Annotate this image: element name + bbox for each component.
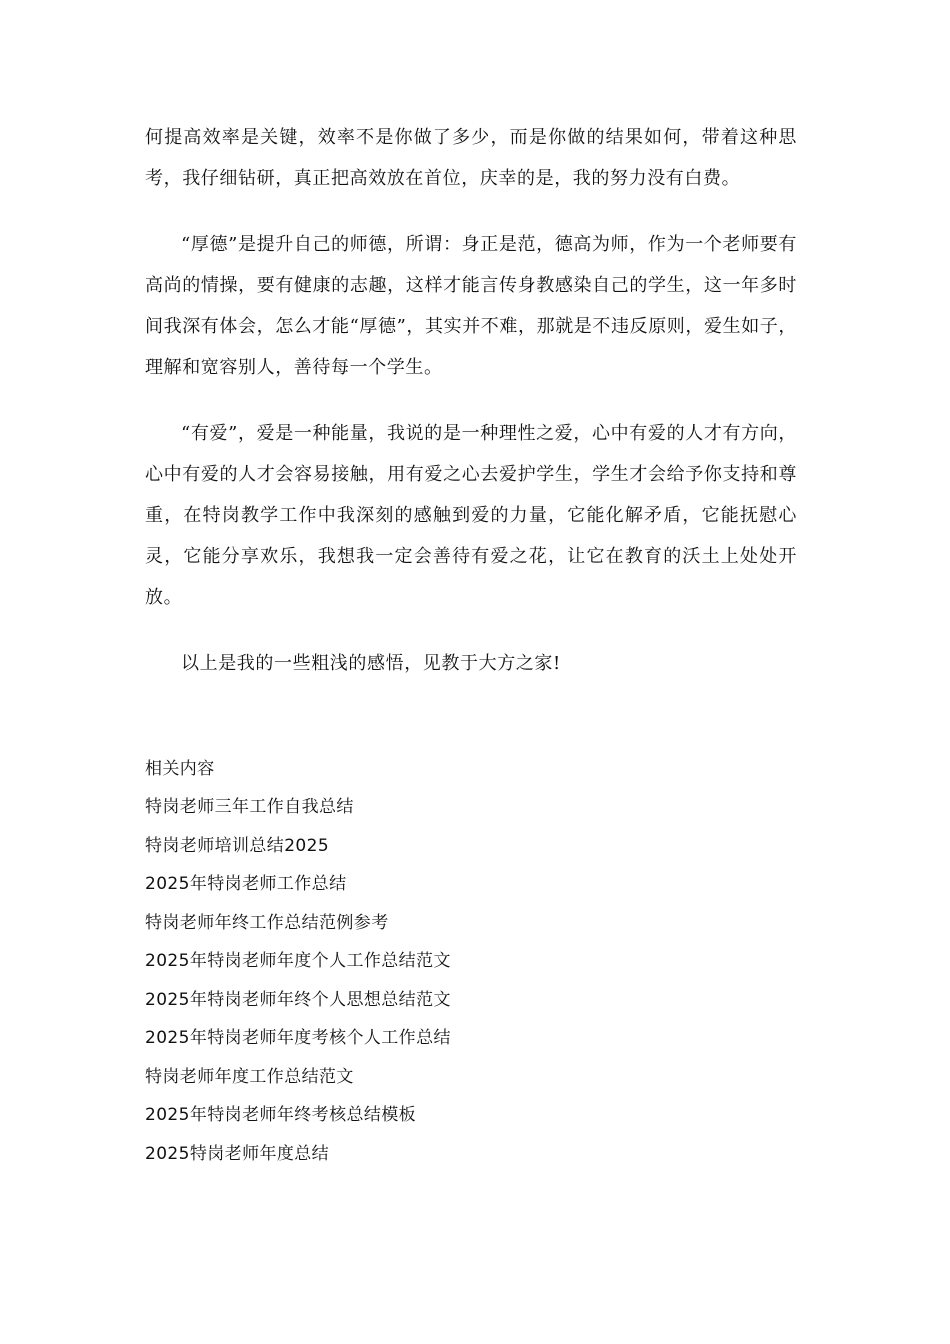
related-link-4[interactable]: 特岗老师年终工作总结范例参考 xyxy=(145,912,389,933)
related-content-title: 相关内容 xyxy=(145,759,215,779)
paragraph-love: “有爱”，爱是一种能量，我说的是一种理性之爱，心中有爱的人才有方向，心中有爱的人才会容易接触，用有爱之心去爱护学生，学生才会给予你支持和尊重，在特岗教学工作中我深刻的感触到爱的力量，它能化解矛盾，它能抚慰心灵，它能分享欢乐，我想我一定会善待有爱之花，让它在教育的沃土上处处开放。 xyxy=(145,423,797,608)
related-content-section xyxy=(145,750,797,1173)
paragraph-closing: 以上是我的一些粗浅的感悟，见教于大方之家! xyxy=(181,653,561,674)
related-content-list xyxy=(145,788,797,1173)
related-link-9[interactable]: 2025年特岗老师年终考核总结模板 xyxy=(145,1105,417,1125)
list-item xyxy=(145,788,797,827)
paragraph-virtue: “厚德”是提升自己的师德，所谓：身正是范，德高为师，作为一个老师要有高尚的情操，要有健康的志趣，这样才能言传身教感染自己的学生，这一年多时间我深有体会，怎么才能“厚德”，其实并不难，那就是不违反原则，爱生如子，理解和宽容别人，善待每一个学生。 xyxy=(145,234,798,378)
list-item xyxy=(145,865,797,904)
list-item xyxy=(145,827,797,866)
related-link-6[interactable]: 2025年特岗老师年终个人思想总结范文 xyxy=(145,989,451,1010)
related-link-10[interactable]: 2025特岗老师年度总结 xyxy=(145,1143,330,1164)
list-item xyxy=(145,1058,797,1097)
related-link-1[interactable]: 特岗老师三年工作自我总结 xyxy=(145,797,354,817)
paragraph-efficiency: 何提高效率是关键，效率不是你做了多少，而是你做的结果如何，带着这种思考，我仔细钻研，真正把高效放在首位，庆幸的是，我的努力没有白费。 xyxy=(145,127,797,189)
list-item xyxy=(145,1019,797,1058)
list-item xyxy=(145,1096,797,1135)
related-link-8[interactable]: 特岗老师年度工作总结范文 xyxy=(145,1066,354,1087)
list-item xyxy=(145,981,797,1020)
related-link-5[interactable]: 2025年特岗老师年度个人工作总结范文 xyxy=(145,951,451,971)
list-item xyxy=(145,942,797,981)
list-item xyxy=(145,904,797,943)
list-item xyxy=(145,1135,797,1174)
related-link-3[interactable]: 2025年特岗老师工作总结 xyxy=(145,874,347,894)
related-link-7[interactable]: 2025年特岗老师年度考核个人工作总结 xyxy=(145,1028,451,1048)
article-body xyxy=(145,117,797,709)
related-link-2[interactable]: 特岗老师培训总结2025 xyxy=(145,835,330,856)
